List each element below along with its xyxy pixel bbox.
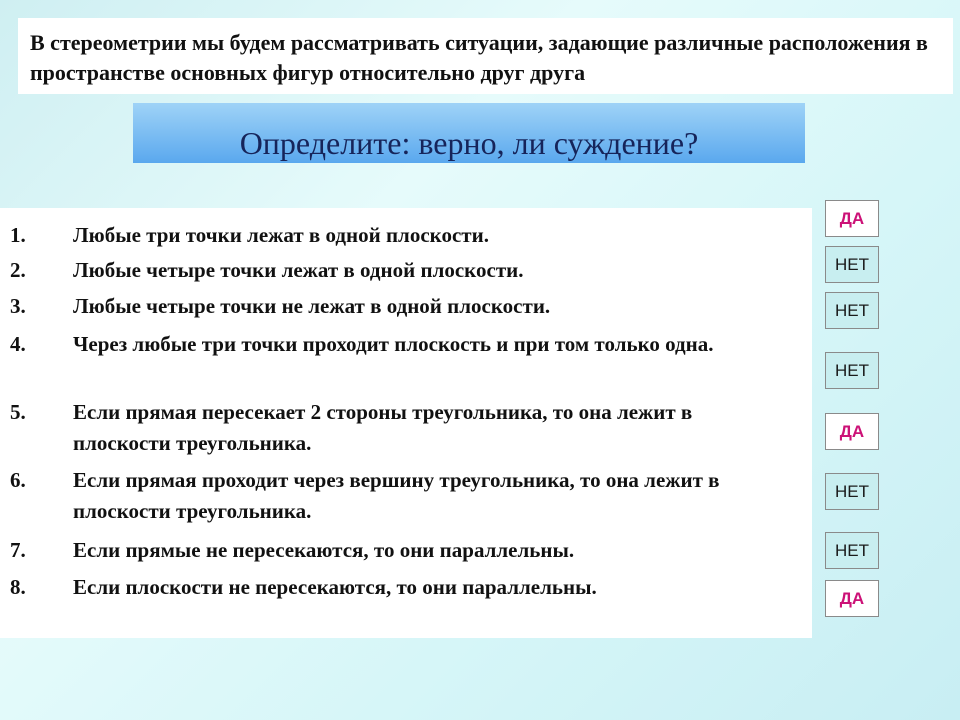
- answer-badge[interactable]: ДА: [825, 580, 879, 617]
- statement-number: 7.: [10, 538, 26, 562]
- intro-box: [18, 18, 953, 94]
- statement-number: 2.: [10, 258, 26, 282]
- statement-text: Если плоскости не пересекаются, то они параллельны.: [73, 575, 597, 599]
- answer-badge[interactable]: НЕТ: [825, 292, 879, 329]
- statement-text: Если прямая проходит через вершину треугольника, то она лежит в плоскости треугольника.: [73, 468, 720, 523]
- answer-badge[interactable]: НЕТ: [825, 246, 879, 283]
- answer-badge[interactable]: НЕТ: [825, 532, 879, 569]
- statement-number: 5.: [10, 400, 26, 424]
- intro-text: В стереометрии мы будем рассматривать ситуации, задающие различные расположения в пространстве основных фигур относительно друг друга: [30, 30, 928, 85]
- question-title: Определите: верно, ли суждение?: [239, 125, 699, 161]
- statement-number: 6.: [10, 468, 26, 492]
- statement-text: Если прямая пересекает 2 стороны треугольника, то она лежит в плоскости треугольника.: [73, 400, 693, 455]
- statements-list: [0, 208, 812, 638]
- statement-number: 1.: [10, 223, 26, 247]
- statement-text: Любые три точки лежат в одной плоскости.: [73, 223, 489, 247]
- answer-badge[interactable]: ДА: [825, 413, 879, 450]
- statement-text: Любые четыре точки не лежат в одной плоскости.: [73, 294, 551, 318]
- statement-number: 4.: [10, 332, 26, 356]
- statement-number: 8.: [10, 575, 26, 599]
- statement-text: Через любые три точки проходит плоскость и при том только одна.: [73, 332, 714, 356]
- answer-badge[interactable]: НЕТ: [825, 473, 879, 510]
- answer-badge[interactable]: ДА: [825, 200, 879, 237]
- answer-badge[interactable]: НЕТ: [825, 352, 879, 389]
- statement-text: Если прямые не пересекаются, то они параллельны.: [73, 538, 575, 562]
- statement-number: 3.: [10, 294, 26, 318]
- question-banner: [133, 103, 805, 163]
- statement-text: Любые четыре точки лежат в одной плоскости.: [73, 258, 524, 282]
